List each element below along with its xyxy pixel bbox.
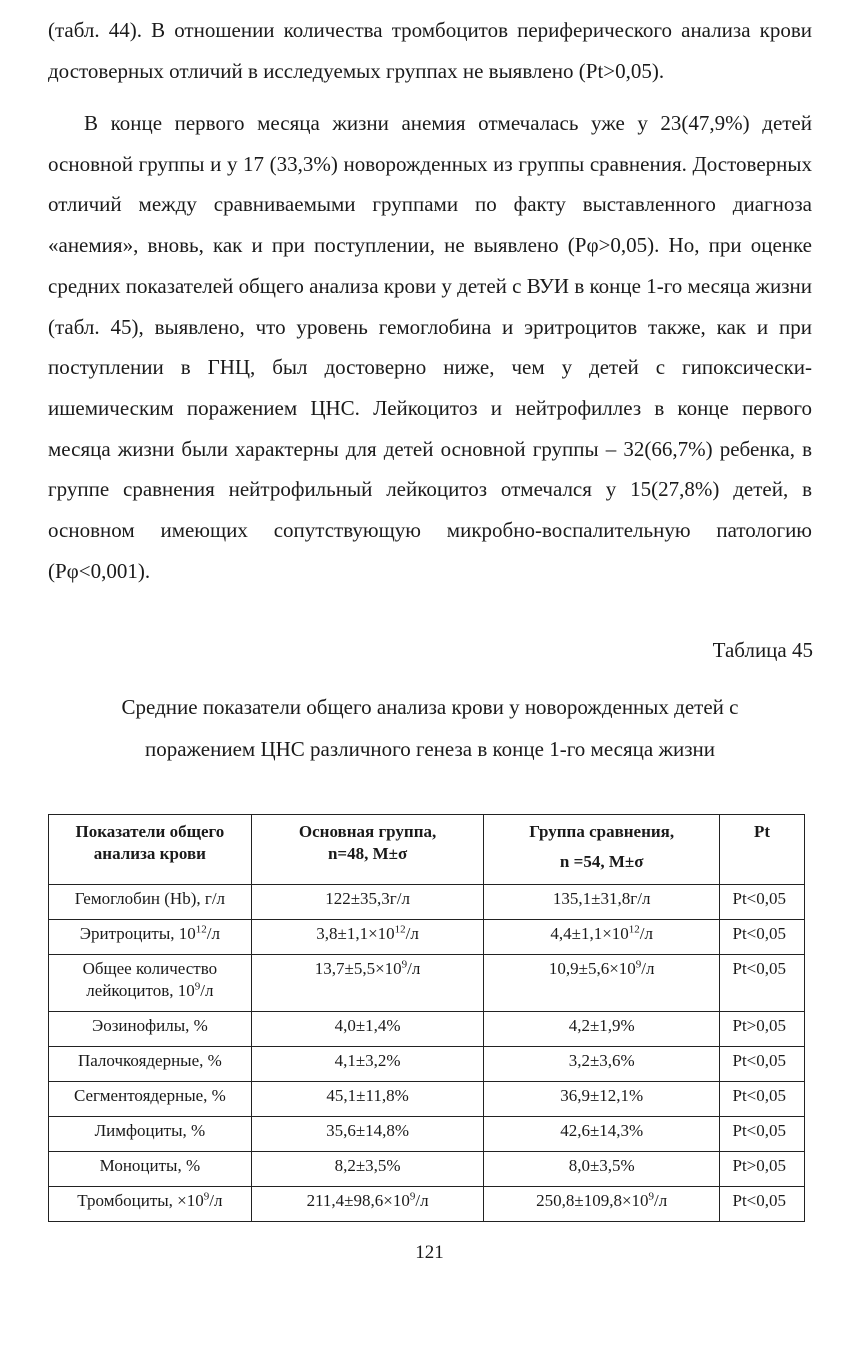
cell-indicator: Сегментоядерные, % bbox=[49, 1082, 252, 1117]
cell-indicator: Палочкоядерные, % bbox=[49, 1047, 252, 1082]
cell-main: 4,0±1,4% bbox=[251, 1012, 484, 1047]
cell-indicator: Лимфоциты, % bbox=[49, 1117, 252, 1152]
cell-comparison: $4,4\pm 1,1\times 10^{12}/л$ bbox=[484, 920, 720, 955]
table-row bbox=[49, 1152, 805, 1187]
cell-comparison: 135,1±31,8г/л bbox=[484, 885, 720, 920]
table-row bbox=[49, 1117, 805, 1152]
cell-pt: Pt<0,05 bbox=[720, 955, 805, 1012]
cell-pt: Pt>0,05 bbox=[720, 1152, 805, 1187]
table-row bbox=[49, 920, 805, 955]
header-text: Показатели общего bbox=[75, 822, 225, 841]
table-row bbox=[49, 1047, 805, 1082]
cell-main: 35,6±14,8% bbox=[251, 1117, 484, 1152]
cell-pt: Pt>0,05 bbox=[720, 1012, 805, 1047]
cell-comparison: 4,2±1,9% bbox=[484, 1012, 720, 1047]
header-indicator bbox=[49, 815, 252, 885]
cell-comparison: 42,6±14,3% bbox=[484, 1117, 720, 1152]
paragraph-anemia: В конце первого месяца жизни анемия отмечалась уже у 23(47,9%) детей основной группы и у 17 (33,3%) новорожденных из группы сравнения. Достоверных отличий между сравниваемыми группами по факту выставленного диагноза «анемия», вновь, как и при поступлении, не выявлено (Pφ>0,05). Но, при оценке средних показателей общего анализа крови у детей с ВУИ в конце 1-го месяца жизни (табл. 45), выявлено, что уровень гемоглобина и эритроцитов также, как и при поступлении в ГНЦ, был достоверно ниже, чем у детей с гипоксически-ишемическим поражением ЦНС. Лейкоцитоз и нейтрофиллез в конце первого месяца жизни были характерны для детей основной группы – 32(66,7%) ребенка, в группе сравнения нейтрофильный лейкоцитоз отмечался у 15(27,8%) детей, в основном имеющих сопутствующую микробно-воспалительную патологию (Pφ<0,001). bbox=[48, 111, 812, 583]
table-row bbox=[49, 1082, 805, 1117]
header-main-group bbox=[251, 815, 484, 885]
cell-indicator: Гемоглобин (Hb), г/л bbox=[49, 885, 252, 920]
table-row bbox=[49, 1187, 805, 1222]
header-text: Основная группа, bbox=[298, 822, 437, 841]
table-title-line: поражением ЦНС различного генеза в конце 1-го месяца жизни bbox=[145, 737, 715, 761]
cell-comparison: $250,8\pm 109,8\times 10^9/л$ bbox=[484, 1187, 720, 1222]
cell-pt: Pt<0,05 bbox=[720, 1187, 805, 1222]
table-title bbox=[48, 686, 812, 770]
cell-pt: Pt<0,05 bbox=[720, 920, 805, 955]
cell-pt: Pt<0,05 bbox=[720, 1082, 805, 1117]
cell-main: 45,1±11,8% bbox=[251, 1082, 484, 1117]
table-row bbox=[49, 1012, 805, 1047]
cell-comparison: $10,9\pm 5,6\times 10^9/л$ bbox=[484, 955, 720, 1012]
header-text: анализа крови bbox=[93, 844, 206, 863]
cell-indicator: Эритроциты, $10^{12}/л$ bbox=[49, 920, 252, 955]
cell-main: 122±35,3г/л bbox=[251, 885, 484, 920]
cell-comparison: 3,2±3,6% bbox=[484, 1047, 720, 1082]
table-number: Таблица 45 bbox=[712, 638, 813, 662]
cell-main: $3,8\pm 1,1\times 10^{12}/л$ bbox=[251, 920, 484, 955]
table-title-line: Средние показатели общего анализа крови у новорожденных детей с bbox=[121, 695, 739, 719]
cell-comparison: 36,9±12,1% bbox=[484, 1082, 720, 1117]
header-comparison-group bbox=[484, 815, 720, 885]
cell-indicator: Эозинофилы, % bbox=[49, 1012, 252, 1047]
header-pt: Pt bbox=[720, 815, 805, 885]
cell-indicator: Тромбоциты, $\times 10^9/л$ bbox=[49, 1187, 252, 1222]
cell-pt: Pt<0,05 bbox=[720, 1117, 805, 1152]
header-text: Группа сравнения, bbox=[529, 822, 675, 841]
cell-indicator: Общее количество лейкоцитов, $10^9/л$ bbox=[49, 955, 252, 1012]
blood-analysis-table bbox=[48, 814, 805, 1222]
cell-main: $211,4\pm 98,6\times 10^9/л$ bbox=[251, 1187, 484, 1222]
paragraph-continuation: (табл. 44). В отношении количества тромбоцитов периферического анализа крови достоверных отличий в исследуемых группах не выявлено (Pt>0,05). bbox=[48, 18, 812, 83]
cell-pt: Pt<0,05 bbox=[720, 885, 805, 920]
cell-main: $13,7\pm 5,5\times 10^9/л$ bbox=[251, 955, 484, 1012]
header-text: n =54, M±σ bbox=[559, 852, 644, 871]
cell-main: 4,1±3,2% bbox=[251, 1047, 484, 1082]
table-row bbox=[49, 885, 805, 920]
cell-indicator: Моноциты, % bbox=[49, 1152, 252, 1187]
table-header-row bbox=[49, 815, 805, 885]
cell-comparison: 8,0±3,5% bbox=[484, 1152, 720, 1187]
table-row bbox=[49, 955, 805, 1012]
header-text: n=48, M±σ bbox=[327, 844, 408, 863]
cell-main: 8,2±3,5% bbox=[251, 1152, 484, 1187]
page-number: 121 bbox=[415, 1242, 444, 1263]
cell-pt: Pt<0,05 bbox=[720, 1047, 805, 1082]
